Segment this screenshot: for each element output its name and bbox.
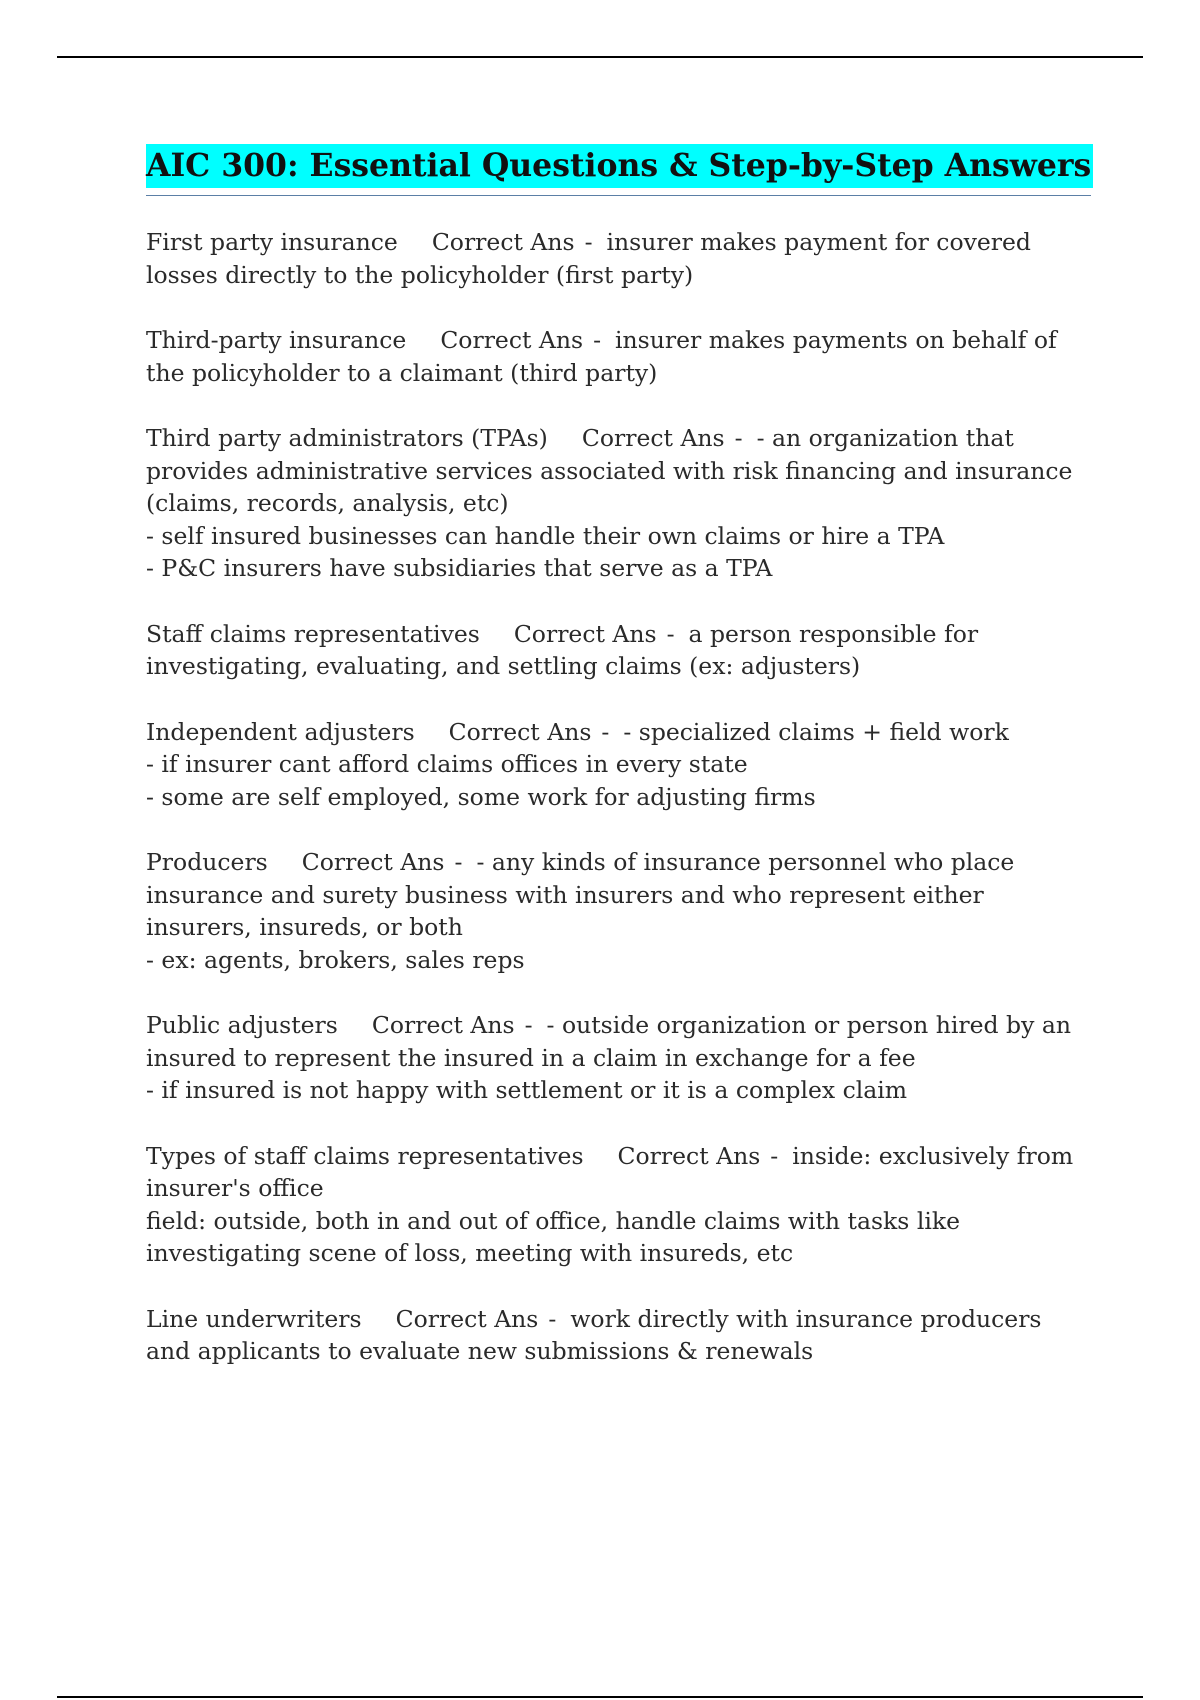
qa-entry — [146, 618, 1091, 683]
qa-entry — [146, 1140, 1091, 1270]
answer-separator: - — [666, 619, 675, 648]
qa-term: Line underwriters — [146, 1304, 362, 1333]
qa-answer-detail: field: outside, both in and out of office, handle claims with tasks like investigating scene of loss, meeting with insureds, etc — [146, 1206, 960, 1267]
qa-first-line — [146, 324, 1091, 389]
qa-answer: - specialized claims + field work — [623, 717, 1009, 746]
qa-answer: work directly with insurance producers and applicants to evaluate new submissions & renewals — [146, 1304, 1042, 1365]
answer-separator: - — [584, 228, 593, 256]
top-rule — [57, 56, 1143, 58]
qa-first-line — [146, 226, 1091, 291]
answer-label: Correct Ans — [440, 326, 584, 354]
answer-label: Correct Ans — [371, 1011, 515, 1039]
qa-entry — [146, 716, 1091, 814]
qa-first-line — [146, 422, 1091, 520]
qa-first-line — [146, 846, 1091, 944]
qa-first-line — [146, 1303, 1091, 1368]
qa-answer-detail: - some are self employed, some work for adjusting firms — [146, 782, 816, 811]
qa-first-line — [146, 716, 1091, 749]
qa-first-line — [146, 1140, 1091, 1205]
answer-separator: - — [593, 326, 602, 354]
qa-entry — [146, 1303, 1091, 1368]
qa-entry — [146, 846, 1091, 976]
answer-separator: - — [454, 848, 463, 876]
answer-label: Correct Ans — [448, 717, 592, 746]
answer-separator: - — [601, 717, 610, 746]
answer-separator: - — [548, 1304, 557, 1333]
answer-label: Correct Ans — [513, 619, 657, 648]
qa-term: Producers — [146, 848, 268, 876]
qa-answer-detail: - if insured is not happy with settlement or it is a complex claim — [146, 1076, 908, 1104]
qa-answer: - outside organization or person hired by an insured to represent the insured in a claim in exchange for a fee — [146, 1011, 1071, 1072]
qa-answer-detail: - if insurer cant afford claims offices in every state — [146, 750, 748, 778]
qa-answer-detail: - self insured businesses can handle their own claims or hire a TPA — [146, 521, 945, 550]
answer-separator: - — [734, 424, 743, 452]
qa-answer: inside: exclusively from insurer's office — [146, 1141, 1074, 1202]
qa-term: Public adjusters — [146, 1011, 338, 1039]
qa-answer: - any kinds of insurance personnel who place insurance and surety business with insurers and who represent either insurers, insureds, or both — [146, 848, 1015, 941]
qa-entry — [146, 226, 1091, 291]
title-block — [146, 144, 1091, 196]
answer-separator: - — [524, 1011, 533, 1039]
qa-first-line — [146, 1009, 1091, 1074]
qa-term: Third party administrators (TPAs) — [146, 424, 548, 452]
qa-entry — [146, 324, 1091, 389]
answer-label: Correct Ans — [581, 424, 725, 452]
answer-label: Correct Ans — [617, 1141, 761, 1170]
qa-list — [146, 226, 1091, 1368]
qa-term: Staff claims representatives — [146, 619, 480, 648]
qa-term: Independent adjusters — [146, 717, 415, 746]
qa-answer: insurer makes payment for covered losses directly to the policyholder (first party) — [146, 228, 1031, 289]
qa-entry — [146, 1009, 1091, 1107]
qa-answer: - an organization that provides administrative services associated with risk financing and insurance (claims, records, analysis, etc) — [146, 424, 1073, 517]
qa-term: Third-party insurance — [146, 326, 407, 354]
qa-term: Types of staff claims representatives — [146, 1141, 584, 1170]
qa-answer-detail: - ex: agents, brokers, sales reps — [146, 945, 525, 974]
page-title: AIC 300: Essential Questions & Step-by-Step Answers — [146, 144, 1093, 188]
document-body — [146, 144, 1091, 1401]
bottom-rule — [57, 1696, 1143, 1698]
answer-label: Correct Ans — [395, 1304, 539, 1333]
qa-first-line — [146, 618, 1091, 683]
qa-term: First party insurance — [146, 228, 398, 256]
qa-entry — [146, 422, 1091, 585]
qa-answer: a person responsible for investigating, evaluating, and settling claims (ex: adjusters) — [146, 619, 979, 680]
qa-answer: insurer makes payments on behalf of the policyholder to a claimant (third party) — [146, 326, 1057, 387]
answer-label: Correct Ans — [301, 848, 445, 876]
qa-answer-detail: - P&C insurers have subsidiaries that serve as a TPA — [146, 554, 773, 582]
answer-separator: - — [770, 1141, 779, 1170]
answer-label: Correct Ans — [431, 228, 575, 256]
